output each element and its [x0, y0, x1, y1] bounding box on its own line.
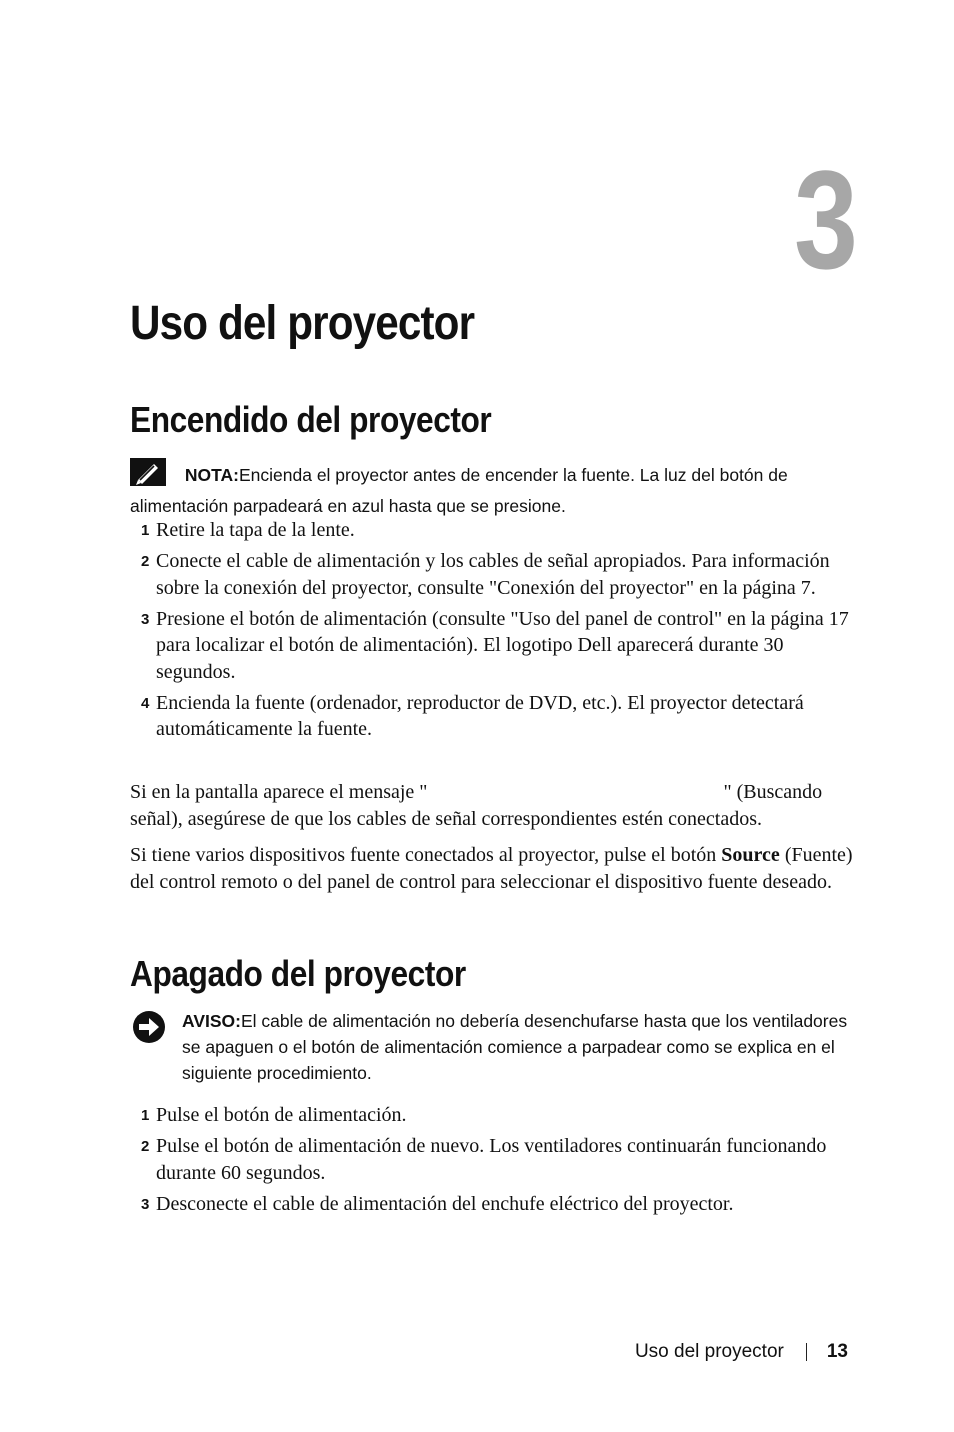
step-number: 3	[141, 1195, 150, 1213]
search-signal-paragraph	[130, 779, 863, 832]
notice-block	[130, 1008, 860, 1086]
page-footer	[635, 1340, 848, 1364]
step-text: Pulse el botón de alimentación de nuevo. Los ventiladores continuarán funcionando durante 60 segundos.	[156, 1135, 827, 1184]
list-item	[130, 548, 865, 601]
note-label: NOTA:	[184, 465, 239, 485]
step-text: Conecte el cable de alimentación y los cables de señal apropiados. Para información sobre la conexión del proyector, consulte "Conexión del proyector" en la página 7.	[156, 550, 830, 599]
list-item	[130, 1191, 865, 1218]
page-number: 13	[826, 1341, 848, 1362]
pencil-note-icon	[130, 458, 166, 493]
para2-before: Si tiene varios dispositivos fuente conectados al proyector, pulse el botón	[130, 844, 722, 866]
step-text: Retire la tapa de la lente.	[156, 519, 355, 541]
source-button-label: Source	[721, 844, 780, 866]
step-number: 3	[141, 610, 150, 628]
step-text: Encienda la fuente (ordenador, reproductor de DVD, etc.). El proyector detectará automáticamente la fuente.	[156, 691, 804, 740]
para1-after: " (Buscando señal), asegúrese de que los cables de señal correspondientes estén conectados.	[130, 781, 823, 830]
arrow-circle-notice-icon	[132, 1010, 166, 1049]
footer-divider	[806, 1343, 807, 1361]
section-title-power-off: Apagado del proyector	[130, 953, 466, 994]
list-item	[130, 1102, 865, 1129]
notice-label: AVISO:	[182, 1011, 241, 1031]
list-item	[130, 517, 865, 544]
chapter-number: 3	[794, 141, 858, 298]
para2-after: (Fuente) del control remoto o del panel de control para seleccionar el dispositivo fuente deseado.	[130, 844, 853, 893]
list-item	[130, 606, 865, 686]
note-block	[130, 458, 860, 519]
step-number: 2	[141, 553, 150, 570]
notice-text: El cable de alimentación no debería desenchufarse hasta que los ventiladores se apaguen o el botón de alimentación comience a parpadear como se explica en el siguiente procedimiento.	[182, 1011, 848, 1083]
step-number: 2	[141, 1138, 150, 1155]
para1-before: Si en la pantalla aparece el mensaje "	[130, 781, 428, 803]
note-text: Encienda el proyector antes de encender la fuente. La luz del botón de alimentación parpadeará en azul hasta que se presione.	[130, 465, 788, 516]
power-on-steps	[130, 517, 865, 747]
step-number: 4	[141, 694, 150, 712]
list-item	[130, 690, 865, 743]
section-title-power-on: Encendido del proyector	[130, 399, 492, 440]
power-off-steps	[130, 1102, 865, 1222]
step-text: Desconecte el cable de alimentación del enchufe eléctrico del proyector.	[156, 1192, 734, 1215]
step-text: Presione el botón de alimentación (consulte "Uso del panel de control" en la página 17 para localizar el botón de alimentación). El logotipo Dell aparecerá durante 30 segundos.	[156, 607, 849, 683]
step-number: 1	[141, 522, 150, 539]
footer-section-title: Uso del proyector	[634, 1341, 784, 1362]
list-item	[130, 1133, 865, 1186]
source-paragraph	[130, 842, 863, 895]
chapter-title: Uso del proyector	[130, 297, 475, 350]
step-text: Pulse el botón de alimentación.	[156, 1104, 407, 1126]
step-number: 1	[141, 1107, 150, 1124]
